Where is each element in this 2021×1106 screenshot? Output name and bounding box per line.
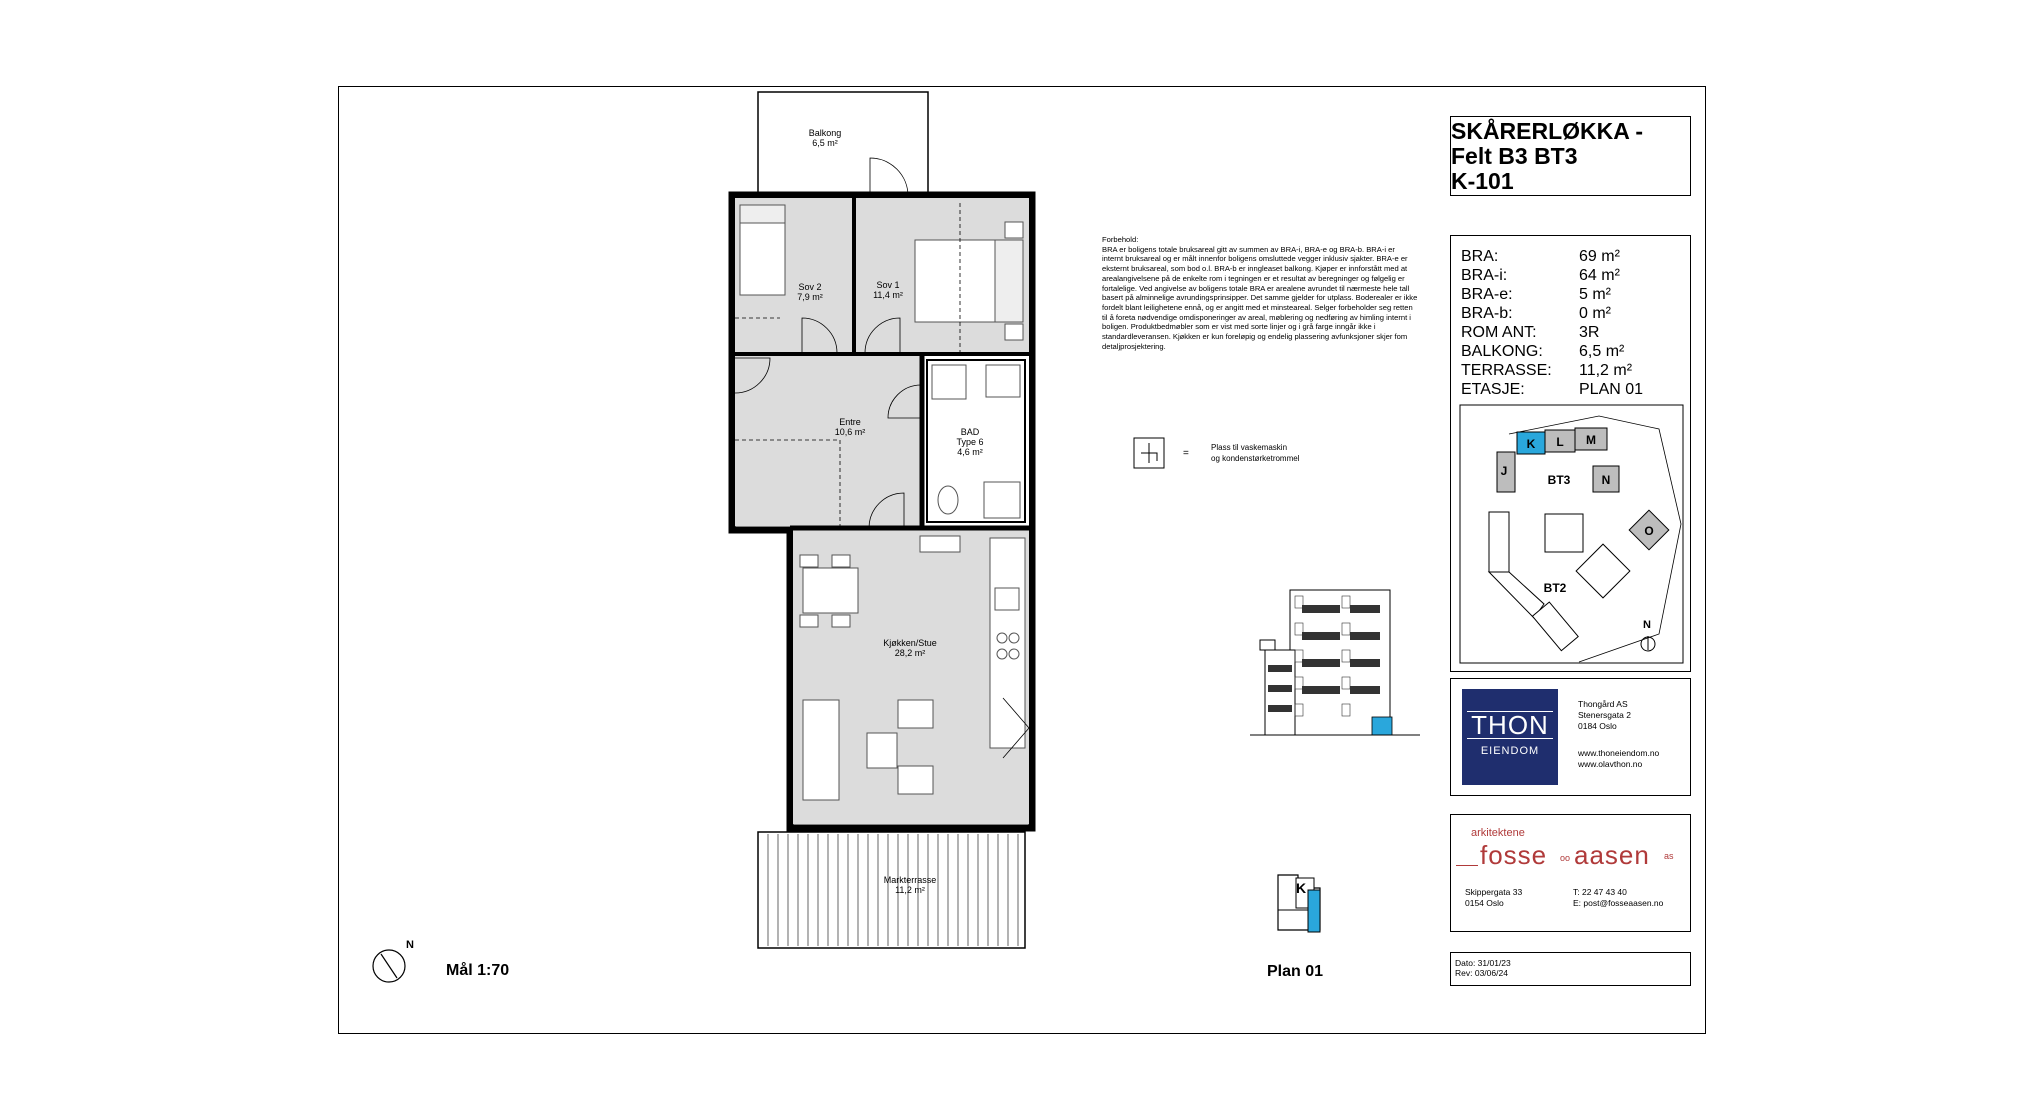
room-sov1-area: 11,4 m²	[873, 290, 903, 300]
legend-line1: Plass til vaskemaskin	[1211, 443, 1288, 452]
scale-label: Mål 1:70	[446, 962, 510, 979]
spec-key: TERRASSE:	[1461, 362, 1552, 379]
site-label-bt2: BT2	[1543, 581, 1567, 595]
title-box	[1450, 116, 1691, 196]
title-line2: Felt B3 BT3	[1451, 143, 1578, 169]
title-line3: K-101	[1451, 168, 1514, 194]
building-elevation	[1250, 580, 1420, 740]
spec-key: BRA:	[1461, 248, 1499, 265]
thon-logo-line2: EIENDOM	[1480, 745, 1540, 757]
spec-key: BALKONG:	[1461, 343, 1543, 360]
room-terrasse-area: 11,2 m²	[895, 885, 925, 895]
room-bad-area: 4,6 m²	[957, 447, 983, 457]
room-sov2-name: Sov 2	[798, 282, 822, 292]
washer-symbol-icon	[1133, 437, 1165, 469]
spec-value: 64 m²	[1579, 267, 1620, 284]
room-kjokken-name: Kjøkken/Stue	[883, 638, 937, 648]
spec-value: 6,5 m²	[1579, 343, 1625, 360]
spec-value: PLAN 01	[1579, 381, 1644, 398]
architect-suffix: as	[1664, 851, 1674, 861]
spec-key: BRA-b:	[1461, 305, 1513, 322]
room-balkong-name: Balkong	[808, 128, 842, 138]
date-label: Dato: 31/01/23	[1455, 958, 1511, 968]
architect-box	[1450, 814, 1691, 932]
disclaimer	[1102, 235, 1418, 351]
room-bad-name: BAD	[960, 427, 980, 437]
title-line1: SKÅRERLØKKA -	[1451, 118, 1644, 144]
spec-value: 11,2 m²	[1579, 362, 1633, 379]
north-label: N	[406, 939, 414, 951]
spec-key: BRA-i:	[1461, 267, 1508, 284]
architect-phone: T: 22 47 43 40	[1573, 887, 1627, 897]
room-kjokken-area: 28,2 m²	[894, 648, 926, 658]
room-bad-type: Type 6	[956, 437, 984, 447]
spec-key: ROM ANT:	[1461, 324, 1537, 341]
disclaimer-heading: Forbehold:	[1102, 235, 1139, 244]
site-label-o: O	[1644, 524, 1654, 538]
key-plan-letter: K	[1296, 880, 1307, 896]
room-sov2-area: 7,9 m²	[797, 292, 823, 302]
unit-highlight	[1372, 717, 1392, 735]
architect-name2: aasen	[1574, 840, 1650, 870]
thon-logo-line1: THON	[1467, 711, 1553, 739]
legend-line2: og kondenstørketrommel	[1211, 454, 1300, 463]
architect-address-line: 0154 Oslo	[1465, 898, 1504, 908]
thon-web-link[interactable]: www.olavthon.no	[1578, 759, 1643, 769]
architect-word: arkitektene	[1471, 827, 1525, 839]
disclaimer-text: BRA er boligens totale bruksareal gitt av summen av BRA-i, BRA-e og BRA-b. BRA-i er internt bruksareal og er målt innenfor boligens omsluttede vegger inklusiv sjakter. BRA-e er eksternt bruksareal, som bod o.l. BRA-b er inngleaset balkong. Kjøper er innforstått med at arealangivelsene på de enkelte rom i tegningen er et resultat av beregninger og følgelig er fortalelige. Ved angivelse av boligens totale BRA er arealene avrundet til nærmeste hele tall basert på alminnelige avrundingsprinsipper. Det samme gjelder for utplass. Boderealer er ikke fordelt blant leilighetene ennå, og er angitt med et minsteareal. Selger forbeholder seg retten til å foreta nødvendige omdisponeringer av areal, møblering og nedføring av himling internt i boligen. Produktbedmøbler som er vist med sorte linjer og i grå farge inngår ikke i standardleveransen. Kjøkken er kun foreløpig og endelig plassering avfunksjoner skjer fom detaljprosjektering.	[1102, 244, 1418, 351]
spec-value: 3R	[1579, 324, 1600, 341]
site-label-j: J	[1500, 464, 1508, 478]
architect-sep: oo	[1560, 853, 1571, 863]
spec-value: 5 m²	[1579, 286, 1611, 303]
developer-box	[1450, 678, 1691, 796]
site-label-m: M	[1586, 433, 1596, 447]
room-sov1-name: Sov 1	[876, 280, 900, 290]
room-entre-area: 10,6 m²	[834, 427, 866, 437]
spec-value: 0 m²	[1579, 305, 1611, 322]
dates-box	[1450, 952, 1691, 986]
site-plan	[1459, 404, 1684, 666]
thon-address-line: Thongård AS	[1578, 699, 1628, 709]
floor-plan	[720, 88, 1050, 958]
legend-text	[1211, 442, 1299, 464]
spec-value: 69 m²	[1579, 248, 1620, 265]
spec-key: BRA-e:	[1461, 286, 1513, 303]
specs-box	[1450, 235, 1691, 672]
site-north-label: N	[1643, 619, 1651, 631]
spec-key: ETASJE:	[1461, 381, 1525, 398]
site-label-k: K	[1526, 437, 1536, 451]
site-label-bt3: BT3	[1547, 473, 1571, 487]
architect-email[interactable]: E: post@fosseaasen.no	[1573, 898, 1664, 908]
architect-name: fosse	[1480, 840, 1548, 870]
thon-address-line: 0184 Oslo	[1578, 721, 1617, 731]
room-terrasse-name: Markterrasse	[883, 875, 937, 885]
thon-logo	[1462, 689, 1558, 785]
legend-equals: =	[1183, 448, 1189, 459]
thon-address-line: Stenersgata 2	[1578, 710, 1631, 720]
site-label-l: L	[1556, 435, 1564, 449]
architect-address-line: Skippergata 33	[1465, 887, 1523, 897]
site-label-n: N	[1601, 473, 1611, 487]
room-balkong-area: 6,5 m²	[812, 138, 838, 148]
plan-label: Plan 01	[1267, 963, 1324, 980]
revision-label: Rev: 03/06/24	[1455, 968, 1508, 978]
thon-web-link[interactable]: www.thoneiendom.no	[1578, 748, 1660, 758]
architect-logo	[1456, 837, 1681, 869]
room-entre-name: Entre	[839, 417, 861, 427]
